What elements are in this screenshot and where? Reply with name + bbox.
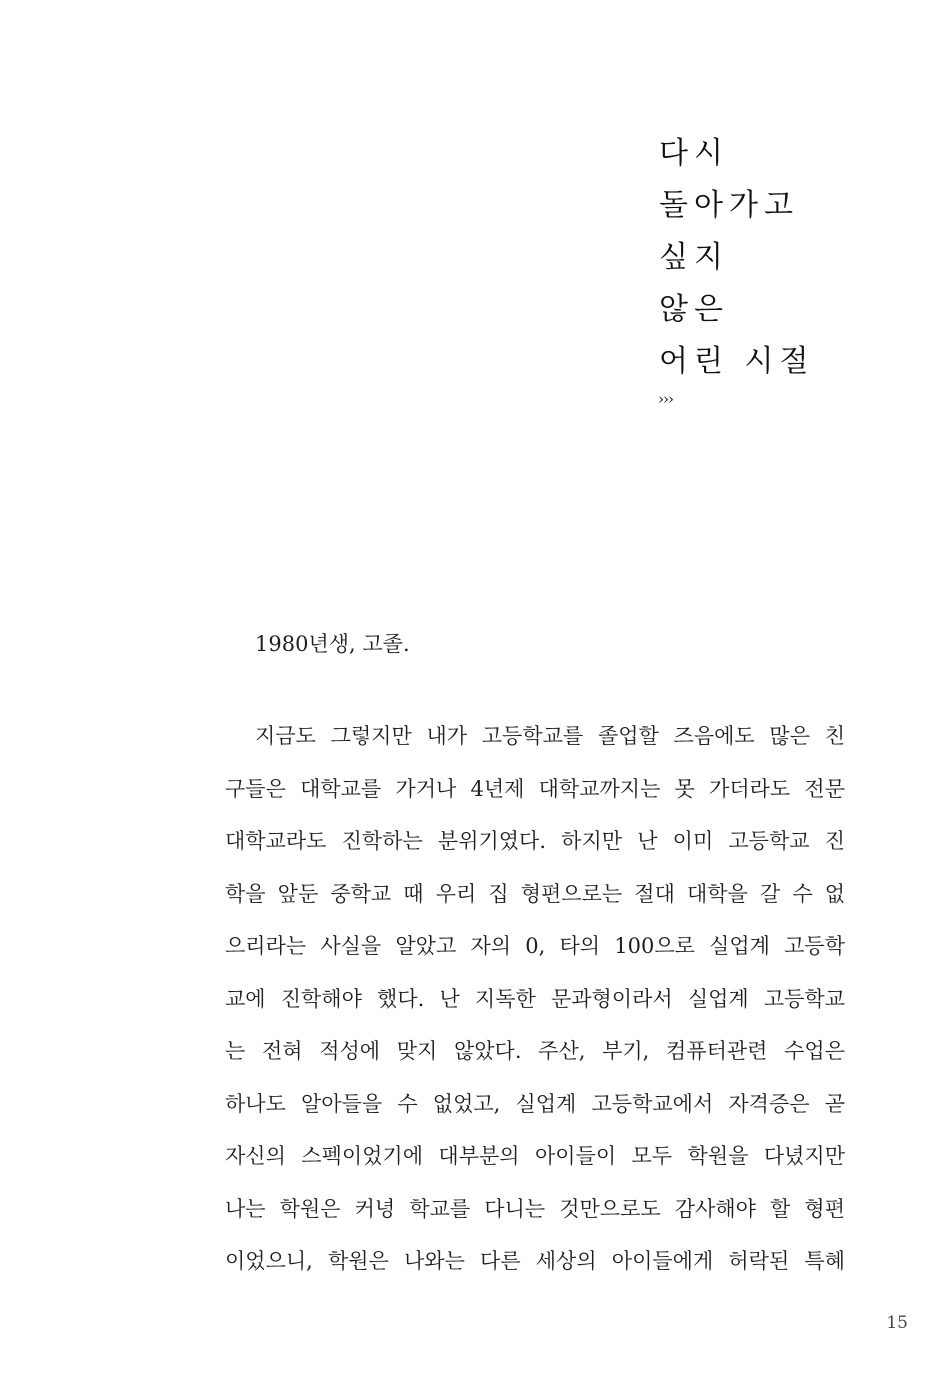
paragraph-line: 구들은 대학교를 가거나 4년제 대학교까지는 못 가더라도 전문 — [225, 776, 845, 801]
paragraph-line: 으리라는 사실을 알았고 자의 0, 타의 100으로 실업계 고등학 — [225, 934, 845, 958]
intro-line: 1980년생, 고졸. — [255, 632, 410, 656]
paragraph-line: 이었으니, 학원은 나와는 다른 세상의 아이들에게 허락된 특혜 — [225, 1249, 845, 1273]
paragraph-line: 하나도 알아들을 수 없었고, 실업계 고등학교에서 자격증은 곧 — [225, 1091, 845, 1116]
chapter-title-line: 어린 시절 — [659, 344, 815, 379]
chapter-title-line: 않은 — [659, 292, 729, 327]
body-text — [225, 618, 845, 1288]
paragraph-line: 나는 학원은 커녕 학교를 다니는 것만으로도 감사해야 할 형편 — [225, 1196, 845, 1221]
paragraph-line: 자신의 스펙이었기에 대부분의 아이들이 모두 학원을 다녔지만 — [225, 1144, 845, 1168]
body-paragraph — [225, 710, 845, 1288]
paragraph-line: 교에 진학해야 했다. 난 지독한 문과형이라서 실업계 고등학교 — [225, 986, 845, 1011]
chapter-marker-glyph: ››› — [658, 390, 673, 408]
chapter-title-line: 돌아가고 — [659, 188, 799, 223]
paragraph-line: 지금도 그렇지만 내가 고등학교를 졸업할 즈음에도 많은 친 — [255, 724, 845, 748]
chapter-title-line: 싶지 — [659, 240, 729, 275]
page-number: 15 — [886, 1313, 908, 1333]
paragraph-line: 는 전혀 적성에 맞지 않았다. 주산, 부기, 컴퓨터관련 수업은 — [225, 1039, 845, 1063]
chapter-title-line: 다시 — [659, 136, 729, 171]
chapter-title — [659, 128, 814, 388]
paragraph-line: 대학교라도 진학하는 분위기였다. 하지만 난 이미 고등학교 진 — [225, 829, 845, 853]
paragraph-line: 학을 앞둔 중학교 때 우리 집 형편으로는 절대 대학을 갈 수 없 — [225, 881, 845, 906]
